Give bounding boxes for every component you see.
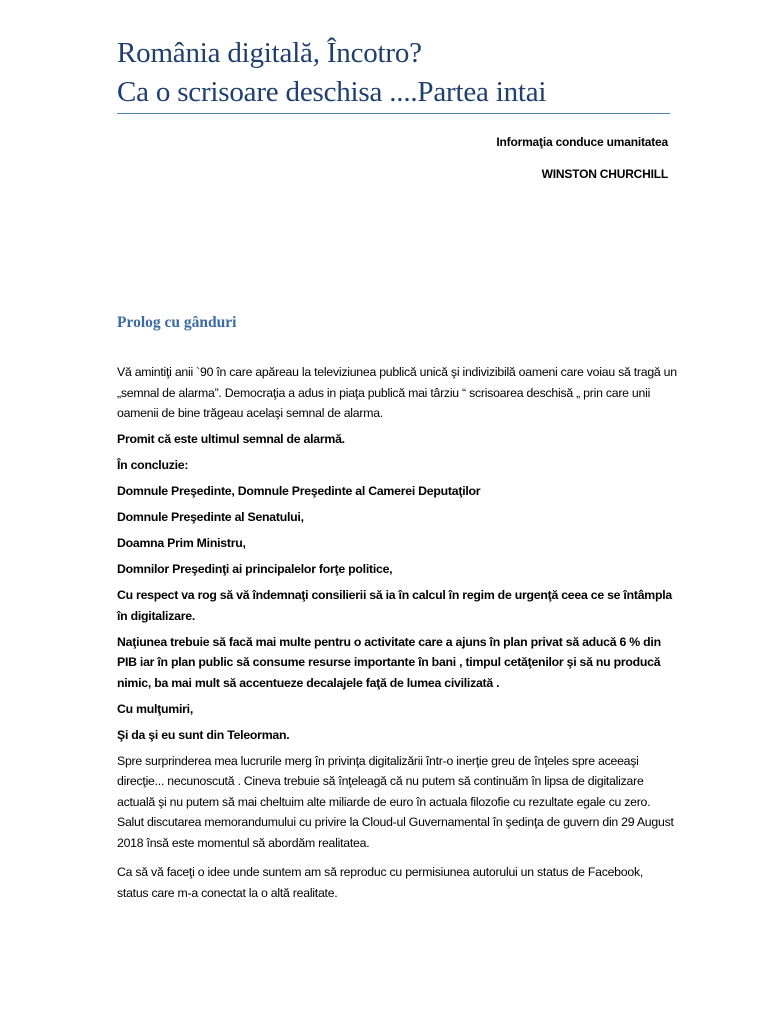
paragraph-request: Cu respect va rog să vă îndemnaţi consilierii să ia în calcul în regim de urgenţă ceea ce se întâmpla în digitalizare. bbox=[117, 588, 672, 623]
title-line-1: România digitală, Încotro? bbox=[117, 37, 422, 69]
epigraph-quote: Informaţia conduce umanitatea bbox=[496, 135, 668, 149]
title-divider bbox=[117, 113, 670, 114]
document-body bbox=[117, 362, 677, 909]
paragraph-thanks: Cu mulţumiri, bbox=[117, 701, 193, 716]
paragraph-conclusion: În concluzie: bbox=[117, 458, 189, 472]
document-title bbox=[117, 34, 677, 112]
paragraph-nation: Naţiunea trebuie să facă mai multe pentru o activitate care a ajuns în plan privat să aducă 6 % din PIB iar în plan public să consume resurse importante în bani , timpul cetăţenilor şi să nu producă nimic, ba mai mult să accentueze decalajele faţă de lumea civilizată . bbox=[117, 634, 661, 690]
salutation-party-leaders: Domnilor Preşedinţi ai principalelor forţe politice, bbox=[117, 562, 393, 576]
paragraph-intro: Vă amintiţi anii `90 în care apăreau la televiziunea publică unică şi indivizibilă oameni care voiau să tragă un „semnal de alarma”. Democraţia a adus in piaţa publică mai târziu “ scrisoarea deschisă „ prin care unii oamenii de bine trăgeau acelaşi semnal de alarma. bbox=[117, 365, 677, 420]
paragraph-facebook: Ca să vă faceţi o idee unde suntem am să reproduc cu permisiunea autorului un status de Facebook, status care m-a conectat la o altă realitate. bbox=[117, 865, 644, 900]
epigraph-author: WINSTON CHURCHILL bbox=[541, 167, 668, 181]
section-heading: Prolog cu gânduri bbox=[117, 314, 237, 331]
paragraph-promise: Promit că este ultimul semnal de alarmă. bbox=[117, 432, 345, 446]
salutation-prime-minister: Doamna Prim Ministru, bbox=[117, 536, 246, 550]
title-line-2: Ca o scrisoare deschisa ....Partea intai bbox=[117, 76, 547, 108]
salutation-president: Domnule Preşedinte, Domnule Preşedinte al Camerei Deputaţilor bbox=[117, 484, 481, 498]
salutation-senate: Domnule Preşedinte al Senatului, bbox=[117, 510, 304, 524]
paragraph-digitalization: Spre surprinderea mea lucrurile merg în privinţa digitalizării într-o inerţie greu de înţeles spre aceeaşi direcţie... necunoscută . Cineva trebuie să înţeleagă că nu putem să continuăm în lipsa de digitalizare actuală şi nu putem să mai cheltuim alte miliarde de euro în actuala filozofie cu rezultate egale cu zero. Salut discutarea memorandumului cu privire la Cloud-ul Guvernamental în şedinţa de guvern din 29 August 2018 însă este momentul să abordăm realitatea. bbox=[117, 753, 674, 850]
paragraph-teleorman: Şi da şi eu sunt din Teleorman. bbox=[117, 727, 290, 742]
